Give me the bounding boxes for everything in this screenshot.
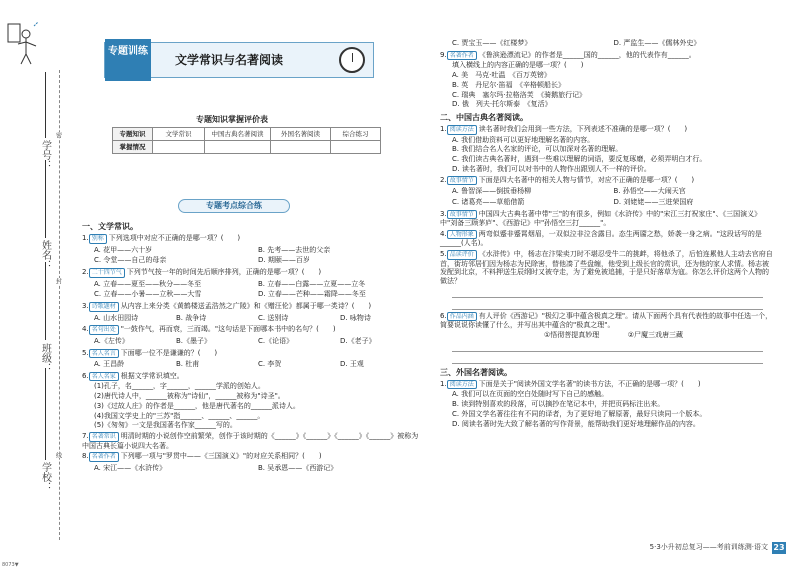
fill-line[interactable]: (2)唐代诗人中，______被称为"诗仙"，______被称为"诗圣"。 xyxy=(94,392,285,400)
option[interactable]: B. 英 丹尼尔·笛福 《辛格顿船长》 xyxy=(452,80,565,89)
option[interactable]: A. 花甲——六十岁 xyxy=(94,245,153,254)
option[interactable]: D. 咏物诗 xyxy=(340,313,371,322)
fill-line[interactable]: (5)《匆匆》一文是我国著名作家______写的。 xyxy=(94,421,237,430)
topic-badge: 专题训练 xyxy=(105,39,151,81)
answer-line[interactable] xyxy=(452,354,763,364)
eval-input-cell[interactable] xyxy=(205,141,271,154)
option[interactable]: B. 我们结合名人名家的评论，可以加深对名著的理解。 xyxy=(452,145,623,154)
id-blank[interactable] xyxy=(45,72,46,138)
options xyxy=(82,313,422,324)
eval-input-cell[interactable] xyxy=(271,141,331,154)
id-label: 学号： xyxy=(39,140,51,170)
options xyxy=(82,359,422,370)
question-tag: 阅读方法 xyxy=(447,380,477,390)
option[interactable]: A. 我们可以在页面的空白处随时写下自己的感触。 xyxy=(452,390,609,399)
eval-cell: 掌握情况 xyxy=(113,141,153,154)
answer-line[interactable] xyxy=(452,342,763,352)
option[interactable]: C.《论语》 xyxy=(258,336,294,345)
school-label: 学校： xyxy=(39,462,51,492)
question: 9. 名著作者 《鲁滨逊漂流记》的作者是______国的______，他的代表作有______。 xyxy=(440,50,696,59)
question: 2. 二十四节气 下列节气按一年的时间先后顺序排列，正确的是哪一项？( ) xyxy=(82,268,322,276)
question-tag: 诗歌题材 xyxy=(89,302,119,312)
option[interactable]: D. 俄 列夫·托尔斯泰 《复活》 xyxy=(452,100,552,109)
right-column xyxy=(440,38,775,429)
question-tag: 人物形象 xyxy=(447,230,477,240)
fill-line[interactable]: (4)我国文学史上的"三苏"指______、______、______。 xyxy=(94,411,265,420)
question: 3. 诗歌题材 从内容上来分类《黄鹤楼送孟浩然之广陵》和《赠汪伦》都属于哪一类诗？( ) xyxy=(82,302,372,310)
option[interactable]: D. 王观 xyxy=(340,360,364,368)
question-tag: 故事情节 xyxy=(447,176,477,186)
fill-line[interactable]: (3)《过故人庄》的作者是______，他是唐代著名的______派诗人。 xyxy=(94,401,300,410)
option[interactable]: A.《左传》 xyxy=(94,336,129,345)
eval-table xyxy=(112,127,381,154)
reading-figure-icon xyxy=(4,20,40,66)
binding-margin xyxy=(0,0,72,572)
eval-cell: 专题知识 xyxy=(113,128,153,141)
question: 1. 阅读方法 下面是关于"阅读外国文学名著"的读书方法，不正确的是哪一项？( ) xyxy=(440,379,701,388)
footer-text: 5·3小升初总复习——考前训练测·语文 xyxy=(649,543,768,552)
fill-line[interactable]: (1)孔子，名______，字______，______学派的创始人。 xyxy=(94,382,265,391)
question: 3. 故事情节 中国四大古典名著中带"三"的有很多，例如《水浒传》中的"宋江三打祝家庄"、《三国演义》中"刘备三顾茅庐"、《西游记》中"孙悟空三打______"。 xyxy=(440,209,762,227)
answer-line[interactable] xyxy=(452,288,763,298)
option[interactable]: C. 立春——小暑——立秋——大雪 xyxy=(94,290,202,299)
question: 5. 名人名言 下面哪一位不是谦谦的？( ) xyxy=(82,348,218,357)
option[interactable]: C. 我们读古典名著时，遇到一些难以理解的词语，要反复琢磨，必须弄明白才行。 xyxy=(452,155,707,163)
options xyxy=(82,279,422,301)
question-tag: 名著作者 xyxy=(89,452,119,462)
question-tag: 作品内涵 xyxy=(447,312,477,322)
question-tag: 名著作者 xyxy=(447,51,477,61)
option[interactable]: C. 贾宝玉——《红楼梦》 xyxy=(452,39,532,47)
option[interactable]: A. 美 马克·吐温 《百万英镑》 xyxy=(452,71,551,79)
option[interactable]: C. 诸葛亮——草船借箭 xyxy=(452,197,525,206)
question: 8. 名著作者 下列哪一项与"罗贯中——《三国演义》"的对应关系相同？( ) xyxy=(82,452,322,461)
eval-input-cell[interactable] xyxy=(153,141,205,154)
question: 4. 人物形象 两弯似蹙非蹙罥烟眉，一双似泣非泣含露目。态生两靥之愁，娇袭一身之病。"这段话写的是______(人名)。 xyxy=(440,229,762,248)
section-heading: 三、外国名著阅读。 xyxy=(440,367,512,377)
eval-cell: 文学常识 xyxy=(153,128,205,141)
option[interactable]: A. 鲁智深——倒拔垂杨柳 xyxy=(452,187,532,195)
option[interactable]: C. 送别诗 xyxy=(258,313,289,322)
question-tag: 名人名言 xyxy=(89,349,119,359)
option[interactable]: D. 阅读名著时先大致了解名著的写作背景，能帮助我们更好地理解作品的内容。 xyxy=(452,419,700,428)
question: 4. 名句出处 "一鼓作气，再而衰，三而竭。"这句话是下面哪本书中的名句？( ) xyxy=(82,325,336,334)
option[interactable]: C. 李贺 xyxy=(258,360,282,368)
section-banner: 专题考点综合练 xyxy=(178,199,290,213)
question-tag: 品读评价 xyxy=(447,250,477,260)
page-number: 23 xyxy=(773,543,785,552)
question: 5. 品读评价 《水浒传》中，杨志在汴梁卖刀时不堪忍受牛二的挑衅，将他杀了，后怕连累他人主动去官府自首，街坊邻居们因为杨志为民除害，替他凑了些盘缠，他受到上级长官的赏识，还为他的家人求情。杨志被发配到北京，不料押送生辰纲时又被夺走，为了避免被追捕，于是只好落草为寇。你怎么评价这两个人物的做法？ xyxy=(440,250,773,285)
option[interactable]: B. 吴承恩——《西游记》 xyxy=(258,463,338,472)
option[interactable]: B. 战争诗 xyxy=(176,313,207,322)
option[interactable]: C. 令堂——自己的母亲 xyxy=(94,256,167,265)
class-label: 班级： xyxy=(39,343,51,373)
option[interactable]: B.《墨子》 xyxy=(176,336,212,345)
question-tag: 名人名家 xyxy=(89,372,119,382)
option[interactable]: D.《老子》 xyxy=(340,336,376,345)
option[interactable]: C. 外国文学名著往往有不同的译者，为了更好地了解原著，最好只读同一个版本。 xyxy=(452,409,707,418)
option[interactable]: B. 读到特别喜欢的段落，可以摘抄在笔记本中，并把页码标注出来。 xyxy=(452,400,665,408)
alarm-clock-icon xyxy=(339,47,365,73)
option[interactable]: B. 杜甫 xyxy=(176,360,200,368)
question: 6. 名人名家 根据文学常识填空。 xyxy=(82,371,184,380)
option[interactable]: D. 期颐——百岁 xyxy=(258,256,310,265)
seal-line xyxy=(59,70,60,540)
options xyxy=(82,463,422,474)
seal-char-3: 线 xyxy=(54,452,62,458)
question: 2. 故事情节 下面是四大名著中的相关人物与情节，对应不正确的是哪一项？( ) xyxy=(440,175,695,184)
eval-input-cell[interactable] xyxy=(331,141,381,154)
eval-cell: 外国名著阅读 xyxy=(271,128,331,141)
school-blank[interactable] xyxy=(45,368,46,460)
section-heading: 二、中国古典名著阅读。 xyxy=(440,113,528,122)
option[interactable]: A. 宋江——《水浒传》 xyxy=(94,463,167,472)
corner-code: 8073▼ xyxy=(2,561,19,568)
section-heading: 一、文学常识。 xyxy=(82,222,138,231)
class-blank[interactable] xyxy=(45,262,46,340)
question-tag: 名句出处 xyxy=(89,325,119,335)
option[interactable]: B. 先考——去世的父亲 xyxy=(258,245,331,254)
page-title: 文学常识与名著阅读 xyxy=(175,53,284,67)
option[interactable]: D. 读名著时，我们可以对书中的人物作出跟别人不一样的评价。 xyxy=(452,164,651,173)
story-choice[interactable]: ①悟彻菩提真妙理 xyxy=(543,331,600,339)
left-column xyxy=(82,218,422,474)
option[interactable]: C. 瑞典 塞尔玛·拉格洛芙 《骑鹅旅行记》 xyxy=(452,90,587,99)
question-tag: 阅读方法 xyxy=(447,125,477,135)
topic-header xyxy=(104,42,374,78)
options xyxy=(440,38,775,49)
answer-line[interactable] xyxy=(452,300,763,310)
seal-char-2: 封 xyxy=(54,278,62,284)
option[interactable]: A. 立春——夏至——秋分——冬至 xyxy=(94,279,202,288)
eval-table-title: 专题知识掌握评价表 xyxy=(196,115,268,124)
options xyxy=(440,186,775,208)
question-tag: 别称 xyxy=(89,234,107,244)
option[interactable]: B. 孙悟空——大闹天宫 xyxy=(613,187,686,195)
option[interactable]: A. 王昌龄 xyxy=(94,360,125,368)
option[interactable]: D. 严监生——《儒林外史》 xyxy=(613,39,701,47)
question-tag: 名著常识 xyxy=(89,432,119,442)
question-tag: 二十四节气 xyxy=(89,268,125,278)
name-blank[interactable] xyxy=(45,160,46,238)
story-choice[interactable]: ②尸魔三戏唐三藏 xyxy=(627,331,684,339)
options xyxy=(82,245,422,267)
question: 1. 阅读方法 读名著时我们会用到一些方法，下列表述不准确的是哪一项？( ) xyxy=(440,125,688,133)
name-label: 姓名： xyxy=(39,240,51,270)
question-tag: 故事情节 xyxy=(447,210,477,220)
option[interactable]: D. 立春——芒种——霜降——冬至 xyxy=(258,290,366,299)
question: 1. 别称 下列选项中对应不正确的是哪一项？( ) xyxy=(82,234,241,242)
question-sub: 填入横线上的内容正确的是哪一项？( ) xyxy=(452,61,584,70)
story-choices xyxy=(440,331,775,340)
option[interactable]: B. 立春——白露——立夏——立冬 xyxy=(258,279,366,288)
option[interactable]: A. 山水田园诗 xyxy=(94,313,139,322)
question: 7. 名著常识 明清时期的小说创作空前繁荣，创作于该时期的《______》《______》《______》《______》被称为中国古典长篇小说四大名著。 xyxy=(82,432,419,450)
options xyxy=(82,336,422,347)
question: 6. 作品内涵 有人评价《西游记》"极幻之事中蕴含极真之理"。请从下面两个具有代表性的故事中任选一个，简要说说你读懂了什么，并写出其中蕴含的"极真之理"。 xyxy=(440,311,773,330)
option[interactable]: D. 刘姥姥——三进荣国府 xyxy=(613,197,694,206)
seal-char-1: 密 xyxy=(54,132,62,138)
option[interactable]: A. 我们借助资料可以更好地理解名著的内容。 xyxy=(452,135,595,144)
eval-cell: 综合练习 xyxy=(331,128,381,141)
eval-cell: 中国古典名著阅读 xyxy=(205,128,271,141)
